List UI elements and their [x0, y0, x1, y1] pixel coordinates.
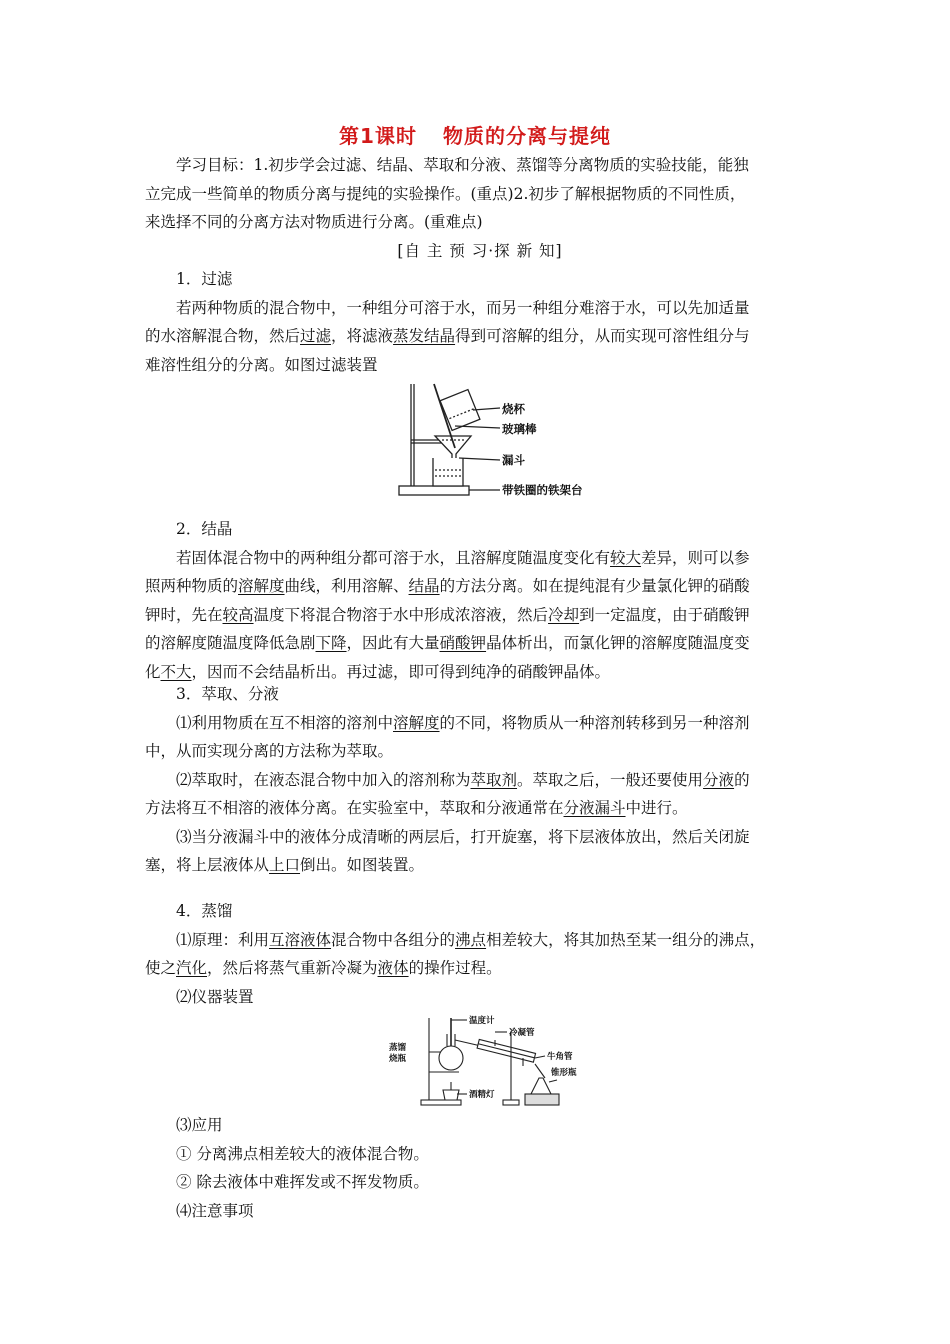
extraction-p2-line-2: 方法将互不相溶的液体分离。在实验室中，萃取和分液通常在分液漏斗中进行。: [145, 799, 688, 817]
fig2-label-flask-1: 蒸馏: [389, 1043, 407, 1053]
answer-blank: 萃取剂: [470, 770, 518, 789]
filtration-line-2: 的水溶解混合物，然后过滤，将滤液蒸发结晶得到可溶解的组分，从而实现可溶性组分与: [145, 327, 750, 345]
section-application: [145, 1111, 815, 1225]
filtration-line-3: 难溶性组分的分离。如图过滤装置: [145, 355, 378, 374]
title-lesson: 第1课时: [339, 124, 417, 148]
answer-blank: 硝酸钾: [439, 634, 487, 652]
fig2-label-conical-flask: 锥形瓶: [551, 1068, 577, 1078]
filtration-apparatus-figure: [395, 378, 595, 508]
answer-blank: 汽化: [176, 959, 208, 977]
notes-heading: ⑷注意事项: [176, 1201, 254, 1220]
answer-blank: 过滤: [300, 327, 332, 345]
answer-blank: 互溶液体: [269, 930, 332, 949]
fig1-label-funnel: 漏斗: [502, 453, 525, 467]
fig2-label-adapter: 牛角管: [547, 1052, 573, 1062]
crystallization-heading: 2．结晶: [176, 520, 233, 538]
filtration-line-1: 若两种物质的混合物中，一种组分可溶于水，而另一种组分难溶于水，可以先加适量: [176, 298, 750, 317]
extraction-p1-line-1: ⑴利用物质在互不相溶的溶剂中溶解度的不同，将物质从一种溶剂转移到另一种溶剂: [176, 713, 750, 732]
page-title: [0, 120, 950, 149]
filtration-heading: 1．过滤: [176, 270, 233, 288]
answer-blank: 上口: [269, 856, 301, 874]
distillation-heading: 4．蒸馏: [176, 902, 233, 920]
fig2-label-condenser: 冷凝管: [509, 1028, 535, 1038]
title-topic: 物质的分离与提纯: [442, 124, 611, 148]
extraction-p2-line-1: ⑵萃取时，在液态混合物中加入的溶剂称为萃取剂。萃取之后，一般还要使用分液的: [176, 770, 750, 789]
answer-blank: 冷却: [548, 605, 580, 624]
distillation-p1-line-2: 使之汽化，然后将蒸气重新冷凝为液体的操作过程。: [145, 959, 502, 977]
answer-blank: 蒸发结晶: [393, 327, 456, 345]
crystallization-line-1: 若固体混合物中的两种组分都可溶于水，且溶解度随温度变化有较大差异，则可以参: [176, 548, 750, 567]
application-item-1: ① 分离沸点相差较大的液体混合物。: [176, 1144, 429, 1163]
answer-blank: 分液: [703, 770, 735, 789]
crystallization-line-2: 照两种物质的溶解度曲线，利用溶解、结晶的方法分离。如在提纯混有少量氯化钾的硝酸: [145, 577, 750, 595]
extraction-heading: 3．萃取、分液: [176, 685, 279, 703]
fig1-label-beaker: 烧杯: [502, 402, 525, 416]
fig2-label-flask-2: 烧瓶: [389, 1054, 407, 1064]
answer-blank: 下降: [315, 634, 347, 652]
extraction-p1-line-2: 中，从而实现分离的方法称为萃取。: [145, 742, 394, 760]
answer-blank: 结晶: [408, 577, 440, 595]
crystallization-line-4: 的溶解度随温度降低急剧下降，因此有大量硝酸钾晶体析出，而氯化钾的溶解度随温度变: [145, 634, 750, 652]
fig1-label-stand: 带铁圈的铁架台: [502, 483, 583, 497]
application-heading: ⑶应用: [176, 1116, 223, 1134]
distillation-p1-line-1: ⑴原理：利用互溶液体混合物中各组分的沸点相差较大，将其加热至某一组分的沸点，: [176, 930, 766, 949]
answer-blank: 分液漏斗: [563, 799, 626, 817]
goals-line-2: 立完成一些简单的物质分离与提纯的实验操作。(重点)2.初步了解根据物质的不同性质，: [145, 184, 746, 203]
goals-line-3: 来选择不同的分离方法对物质进行分离。(重难点): [145, 213, 483, 231]
answer-blank: 不大: [160, 662, 192, 681]
goals-line-1: 学习目标：1.初步学会过滤、结晶、萃取和分液、蒸馏等分离物质的实验技能，能独: [176, 156, 749, 174]
section-heading: [自 主 预 习·探 新 知]: [397, 241, 563, 260]
answer-blank: 较高: [222, 605, 254, 624]
fig2-label-lamp: 酒精灯: [469, 1090, 495, 1100]
crystallization-line-5: 化不大，因而不会结晶析出。再过滤，即可得到纯净的硝酸钾晶体。: [145, 662, 611, 681]
section-distillation: [145, 897, 815, 1011]
section-crystallization: [145, 515, 815, 686]
learning-goals: [145, 151, 815, 265]
fig2-label-thermometer: 温度计: [469, 1016, 495, 1026]
section-filtration: [145, 265, 815, 379]
extraction-p3-line-1: ⑶当分液漏斗中的液体分成清晰的两层后，打开旋塞，将下层液体放出，然后关闭旋: [176, 827, 750, 846]
extraction-p3-line-2: 塞，将上层液体从上口倒出。如图装置。: [145, 856, 425, 874]
answer-blank: 溶解度: [393, 713, 440, 732]
distillation-apparatus-heading: ⑵仪器装置: [176, 987, 254, 1006]
answer-blank: 沸点: [455, 930, 487, 949]
distillation-apparatus-figure: [385, 1012, 585, 1107]
crystallization-line-3: 钾时，先在较高温度下将混合物溶于水中形成浓溶液，然后冷却到一定温度，由于硝酸钾: [145, 605, 750, 624]
answer-blank: 溶解度: [238, 577, 285, 595]
answer-blank: 较大: [610, 548, 642, 567]
application-item-2: ② 除去液体中难挥发或不挥发物质。: [176, 1173, 429, 1191]
answer-blank: 液体: [377, 959, 409, 977]
fig1-label-glass-rod: 玻璃棒: [502, 422, 537, 436]
section-extraction: [145, 680, 815, 880]
